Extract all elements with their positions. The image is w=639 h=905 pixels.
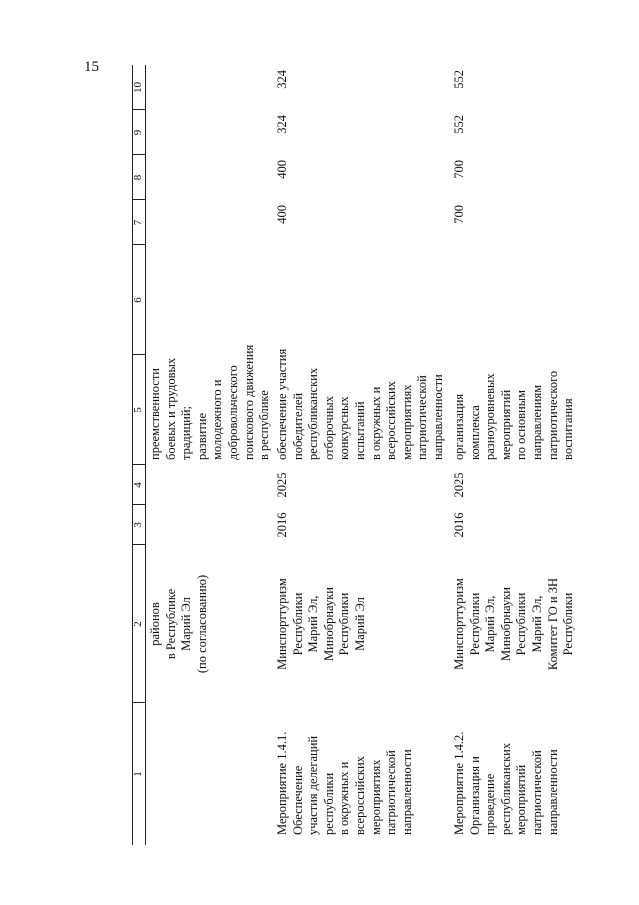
row1-col7: 400 xyxy=(275,205,289,224)
row1-col9: 324 xyxy=(275,115,289,134)
header-col-2: 2 xyxy=(132,621,144,627)
header-col-8: 8 xyxy=(132,174,144,181)
header-col-1: 1 xyxy=(132,771,144,777)
row2-col10: 552 xyxy=(452,70,466,89)
page-number: 15 xyxy=(84,59,99,75)
row0-col2: районов в Республике Марий Эл (по согласованию) xyxy=(148,574,209,674)
row1-col4: 2025 xyxy=(275,472,289,498)
row1-col10: 324 xyxy=(275,70,289,89)
row2-col4: 2025 xyxy=(452,472,466,498)
row1-col5: обеспечение участия победителей республиканских отборочных конкурсных испытаний в окружных и всероссийских мероприятиях патриотической направленности xyxy=(275,348,445,460)
row1-col2: Минспорттуризм Республики Марий Эл, Минобрнауки Республики Марий Эл xyxy=(275,578,367,670)
header-col-10: 10 xyxy=(132,82,144,93)
row2-col1: Мероприятие 1.4.2. Организация и проведение республиканских мероприятий патриотической направленности xyxy=(452,731,560,835)
row2-col9: 552 xyxy=(452,115,466,134)
rotated-table xyxy=(132,65,637,845)
row1-col8: 400 xyxy=(275,160,289,179)
row2-col3: 2016 xyxy=(452,512,466,538)
header-col-5: 5 xyxy=(132,407,144,413)
header-col-7: 7 xyxy=(132,219,144,226)
row2-col7: 700 xyxy=(452,205,466,224)
row2-col8: 700 xyxy=(452,160,466,179)
header-col-9: 9 xyxy=(132,129,144,136)
row2-col2: Минспорттуризм Республики Марий Эл, Минобрнауки Республики Марий Эл, Комитет ГО и ЗН Республики xyxy=(452,577,576,671)
header-col-4: 4 xyxy=(132,482,144,488)
row1-col3: 2016 xyxy=(275,512,289,538)
row2-col5: организация комплекса разноуровневых мероприятий по основным направлениям патриотического воспитания xyxy=(452,370,576,460)
header-col-6: 6 xyxy=(132,297,144,303)
header-col-3: 3 xyxy=(132,522,144,528)
row0-col5: преемственности боевых и трудовых традиций; развитие молодежного и добровольческого поискового движения в республике xyxy=(148,344,272,460)
row1-col1: Мероприятие 1.4.1. Обеспечение участия делегаций республики в окружных и всероссийских мероприятиях патриотической направленности xyxy=(275,731,414,835)
header-bottom-rule xyxy=(145,65,146,845)
